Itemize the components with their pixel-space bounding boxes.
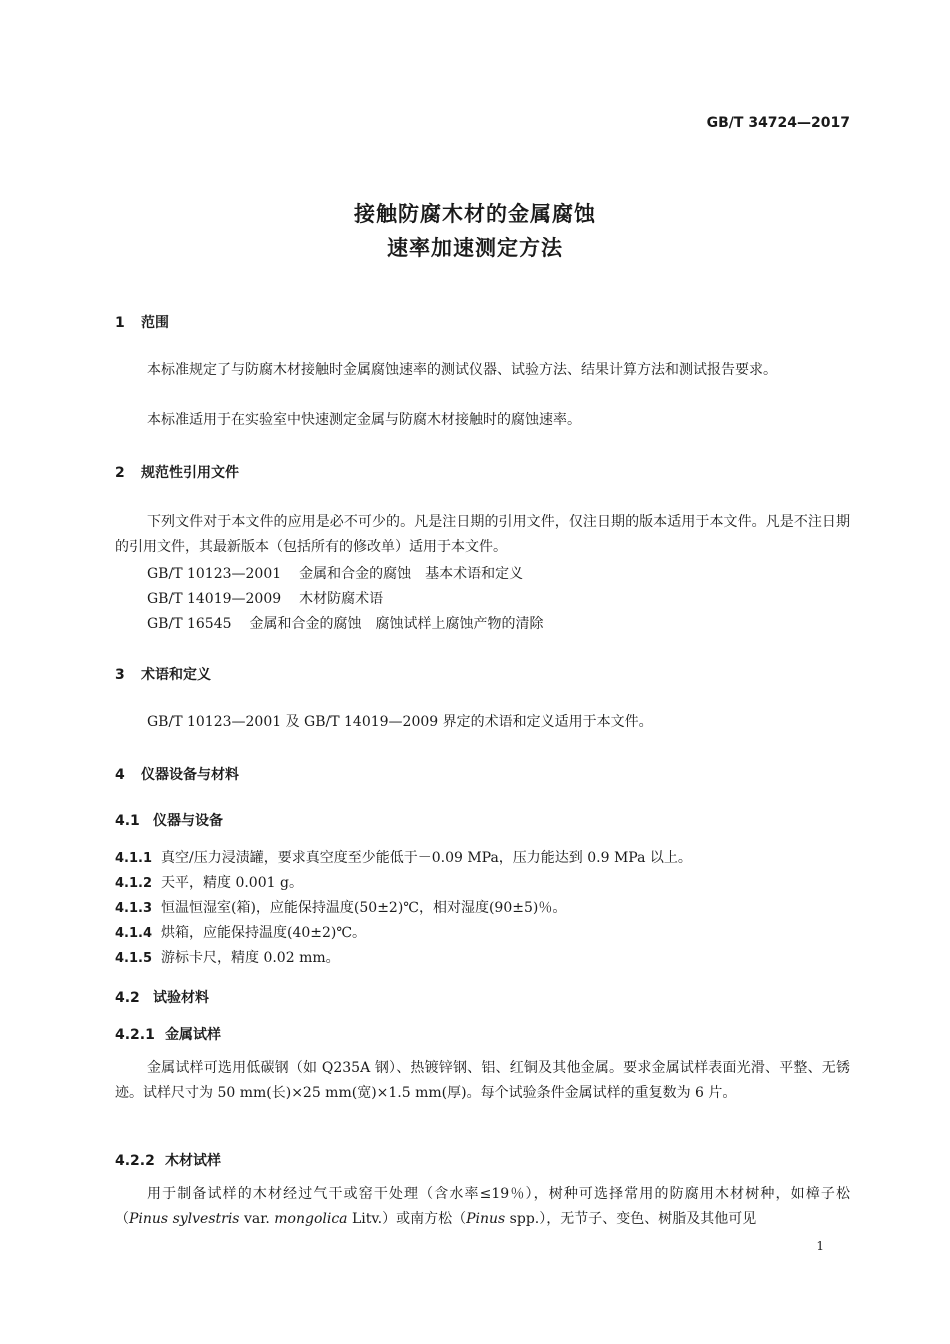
species-name-italic: Pinus	[466, 1211, 506, 1227]
normative-reference	[147, 588, 383, 608]
clause-text: 真空/压力浸渍罐，要求真空度至少能低于－0.09 MPa，压力能达到 0.9 MPa 以上。	[161, 850, 692, 866]
section-4-1-heading	[115, 810, 223, 830]
clause-text: 游标卡尺，精度 0.02 mm。	[161, 950, 340, 966]
section-number: 4.2.2	[115, 1153, 155, 1169]
reference-title: 金属和合金的腐蚀 基本术语和定义	[299, 566, 524, 582]
species-name-italic: Pinus sylvestris	[129, 1211, 240, 1227]
clause-number: 4.1.1	[115, 851, 153, 866]
clause-item	[115, 922, 366, 942]
reference-code: GB/T 14019—2009	[147, 591, 282, 607]
section-4-2-2-paragraph	[115, 1182, 850, 1232]
section-4-2-heading	[115, 987, 209, 1007]
section-number: 3	[115, 667, 125, 683]
reference-code: GB/T 16545	[147, 616, 232, 632]
page-number: 1	[816, 1239, 824, 1253]
section-1-paragraph-2: 本标准适用于在实验室中快速测定金属与防腐木材接触时的腐蚀速率。	[147, 412, 581, 428]
clause-item	[115, 847, 692, 867]
section-number: 4.2.1	[115, 1027, 155, 1043]
section-2-heading	[115, 462, 239, 482]
reference-code: GB/T 10123—2001	[147, 566, 282, 582]
section-4-2-2-heading	[115, 1150, 221, 1170]
section-1-paragraph-1: 本标准规定了与防腐木材接触时金属腐蚀速率的测试仪器、试验方法、结果计算方法和测试报告要求。	[147, 362, 777, 378]
clause-text: 天平，精度 0.001 g。	[161, 875, 303, 891]
section-number: 4.2	[115, 990, 140, 1006]
section-number: 4.1	[115, 813, 140, 829]
section-4-2-1-paragraph: 金属试样可选用低碳钢（如 Q235A 钢）、热镀锌钢、铝、红铜及其他金属。要求金属试样表面光滑、平整、无锈迹。试样尺寸为 50 mm(长)×25 mm(宽)×1.5 mm(厚)。每个试验条件金属试样的重复数为 6 片。	[115, 1060, 850, 1101]
clause-item	[115, 897, 566, 917]
section-title: 仪器与设备	[153, 813, 223, 829]
normative-reference	[147, 613, 544, 633]
reference-title: 木材防腐术语	[299, 591, 384, 607]
paragraph-text: spp.），无节子、变色、树脂及其他可见	[505, 1211, 757, 1227]
page-title-line2: 速率加速测定方法	[387, 236, 563, 260]
page-title-line1: 接触防腐木材的金属腐蚀	[354, 202, 596, 226]
section-number: 1	[115, 315, 125, 331]
section-4-2-1-heading	[115, 1024, 221, 1044]
clause-text: 恒温恒湿室(箱)，应能保持温度(50±2)℃，相对湿度(90±5)％。	[161, 900, 567, 916]
normative-reference	[147, 563, 523, 583]
section-title: 术语和定义	[141, 667, 211, 683]
paragraph-text: Litv.）或南方松（	[347, 1211, 467, 1227]
section-4-heading	[115, 764, 239, 784]
section-2-paragraph-1: 下列文件对于本文件的应用是必不可少的。凡是注日期的引用文件，仅注日期的版本适用于本文件。凡是不注日期的引用文件，其最新版本（包括所有的修改单）适用于本文件。	[115, 514, 850, 555]
species-name-italic: mongolica	[274, 1211, 348, 1227]
clause-number: 4.1.2	[115, 876, 153, 891]
clause-number: 4.1.5	[115, 951, 153, 966]
section-title: 仪器设备与材料	[141, 767, 239, 783]
section-title: 规范性引用文件	[141, 465, 239, 481]
reference-title: 金属和合金的腐蚀 腐蚀试样上腐蚀产物的清除	[249, 616, 544, 632]
clause-item	[115, 872, 303, 892]
section-title: 试验材料	[153, 990, 209, 1006]
clause-item	[115, 947, 340, 967]
section-number: 4	[115, 767, 125, 783]
section-3-paragraph-1: GB/T 10123—2001 及 GB/T 14019—2009 界定的术语和定义适用于本文件。	[147, 714, 653, 730]
section-number: 2	[115, 465, 125, 481]
section-1-heading	[115, 312, 169, 332]
paragraph-text: var.	[239, 1211, 275, 1227]
paragraph-text: 用于制备试样的木材经过气干或窑干处理（含水率≤19％），树种可选择常用的防腐用木材树种，如樟子松（	[115, 1186, 850, 1227]
section-title: 木材试样	[165, 1153, 221, 1169]
section-title: 范围	[141, 315, 169, 331]
section-3-heading	[115, 664, 211, 684]
clause-number: 4.1.4	[115, 926, 153, 941]
clause-text: 烘箱，应能保持温度(40±2)℃。	[161, 925, 367, 941]
document-code: GB/T 34724—2017	[706, 115, 850, 131]
section-title: 金属试样	[165, 1027, 221, 1043]
clause-number: 4.1.3	[115, 901, 153, 916]
